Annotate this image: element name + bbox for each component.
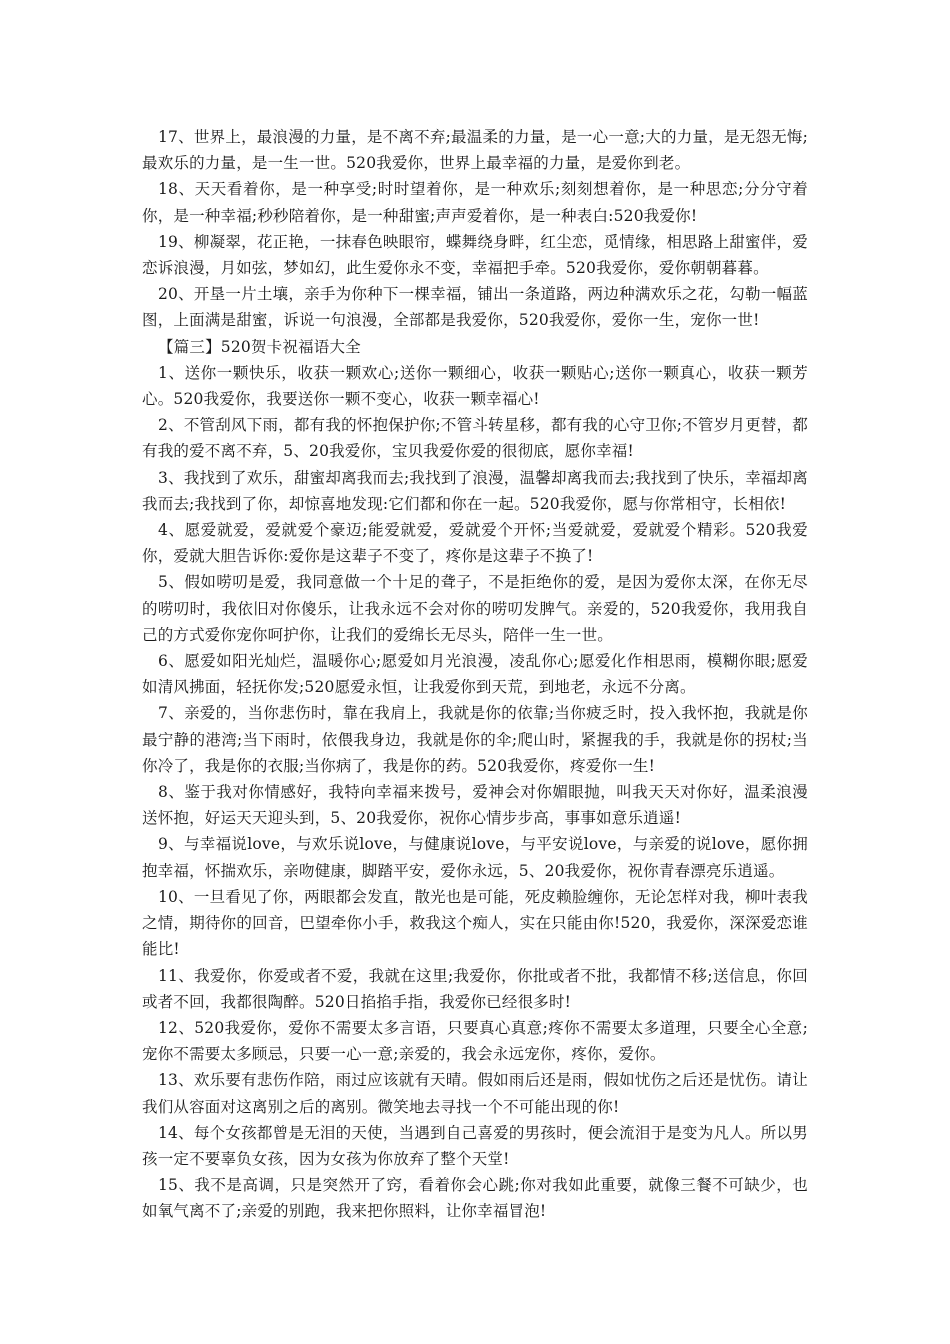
paragraph-20: 20、开垦一片土壤，亲手为你种下一棵幸福，铺出一条道路，两边种满欢乐之花，勾勒一幅蓝图，上面满是甜蜜，诉说一句浪漫，全部都是我爱你，520我爱你，爱你一生，宠你一世!: [142, 285, 808, 330]
paragraph-1: 1、送你一颗快乐，收获一颗欢心;送你一颗细心，收获一颗贴心;送你一颗真心，收获一颗芳心。520我爱你，我要送你一颗不变心，收获一颗幸福心!: [142, 363, 808, 409]
section-heading: 【篇三】520贺卡祝福语大全: [158, 337, 361, 356]
paragraph-19: 19、柳凝翠，花正艳，一抹春色映眼帘，蝶舞绕身畔，红尘恋，觅情缘，相思路上甜蜜伴，爱恋诉浪漫，月如弦，梦如幻，此生爱你永不变，幸福把手牵。520我爱你，爱你朝朝暮暮。: [142, 232, 808, 278]
paragraph-10: 10、一旦看见了你，两眼都会发直，散光也是可能，死皮赖脸缠你，无论怎样对我，柳叶表我之情，期待你的回音，巴望牵你小手，救我这个痴人，实在只能由你!520，我爱你，深深爱恋谁能比!: [142, 887, 808, 959]
paragraph-6: 6、愿爱如阳光灿烂，温暖你心;愿爱如月光浪漫，凌乱你心;愿爱化作相思雨，模糊你眼;愿爱如清风拂面，轻抚你发;520愿爱永恒，让我爱你到天荒，到地老，永远不分离。: [142, 652, 808, 697]
paragraph-3: 3、我找到了欢乐，甜蜜却离我而去;我找到了浪漫，温馨却离我而去;我找到了快乐，幸福却离我而去;我找到了你，却惊喜地发现:它们都和你在一起。520我爱你，愿与你常相守，长相依!: [142, 468, 808, 513]
paragraph-17: 17、世界上，最浪漫的力量，是不离不弃;最温柔的力量，是一心一意;大的力量，是无怨无悔;最欢乐的力量，是一生一世。520我爱你，世界上最幸福的力量，是爱你到老。: [142, 128, 808, 173]
paragraph-12: 12、520我爱你，爱你不需要太多言语，只要真心真意;疼你不需要太多道理，只要全心全意;宠你不需要太多顾忌，只要一心一意;亲爱的，我会永远宠你，疼你，爱你。: [142, 1018, 808, 1064]
paragraph-18: 18、天天看着你，是一种享受;时时望着你，是一种欢乐;刻刻想着你，是一种思恋;分分守着你，是一种幸福;秒秒陪着你，是一种甜蜜;声声爱着你，是一种表白:520我爱你!: [142, 180, 808, 225]
paragraph-8: 8、鉴于我对你情感好，我特向幸福来拨号，爱神会对你媚眼抛，叫我天天对你好，温柔浪漫送怀抱，好运天天迎头到，5、20我爱你，祝你心情步步高，事事如意乐逍遥!: [142, 783, 808, 828]
paragraph-9: 9、与幸福说love，与欢乐说love，与健康说love，与平安说love，与亲爱的说love，愿你拥抱幸福，怀揣欢乐，亲吻健康，脚踏平安，爱你永远，5、20我爱你，祝你青春漂亮乐逍遥。: [142, 835, 808, 880]
paragraph-7: 7、亲爱的，当你悲伤时，靠在我肩上，我就是你的依靠;当你疲乏时，投入我怀抱，我就是你最宁静的港湾;当下雨时，依偎我身边，我就是你的伞;爬山时，紧握我的手，我就是你的拐杖;当你冷了，我是你的衣服;当你病了，我是你的药。520我爱你，疼爱你一生!: [142, 704, 808, 775]
paragraph-14: 14、每个女孩都曾是无泪的天使，当遇到自己喜爱的男孩时，便会流泪于是变为凡人。所以男孩一定不要辜负女孩，因为女孩为你放弃了整个天堂!: [142, 1123, 808, 1168]
paragraph-2: 2、不管刮风下雨，都有我的怀抱保护你;不管斗转星移，都有我的心守卫你;不管岁月更替，都有我的爱不离不弃，5、20我爱你，宝贝我爱你爱的很彻底，愿你幸福!: [142, 416, 808, 461]
document-body: [142, 124, 808, 1225]
paragraph-11: 11、我爱你，你爱或者不爱，我就在这里;我爱你，你批或者不批，我都情不移;送信息，你回或者不回，我都很陶醉。520日掐掐手指，我爱你已经很多时!: [142, 966, 808, 1011]
paragraph-4: 4、愿爱就爱，爱就爱个豪迈;能爱就爱，爱就爱个开怀;当爱就爱，爱就爱个精彩。520我爱你，爱就大胆告诉你:爱你是这辈子不变了，疼你是这辈子不换了!: [142, 521, 808, 566]
paragraph-15: 15、我不是高调，只是突然开了窍，看着你会心跳;你对我如此重要，就像三餐不可缺少，也如氧气离不了;亲爱的别跑，我来把你照料，让你幸福冒泡!: [142, 1176, 808, 1221]
paragraph-13: 13、欢乐要有悲伤作陪，雨过应该就有天晴。假如雨后还是雨，假如忧伤之后还是忧伤。请让我们从容面对这离别之后的离别。微笑地去寻找一个不可能出现的你!: [142, 1071, 808, 1116]
paragraph-5: 5、假如唠叨是爱，我同意做一个十足的聋子，不是拒绝你的爱，是因为爱你太深，在你无尽的唠叨时，我依旧对你傻乐，让我永远不会对你的唠叨发脾气。亲爱的，520我爱你，我用我自己的方式爱你宠你呵护你，让我们的爱绵长无尽头，陪伴一生一世。: [142, 573, 808, 644]
